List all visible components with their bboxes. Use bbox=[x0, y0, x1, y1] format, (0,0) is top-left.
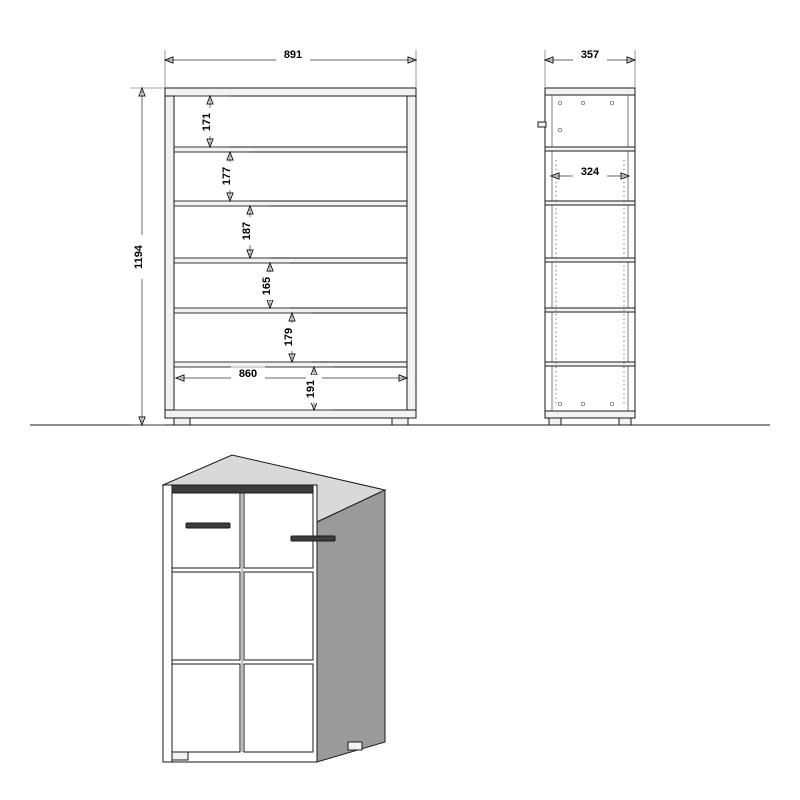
dim-357: 357 bbox=[580, 49, 600, 61]
front-left-panel bbox=[165, 88, 174, 418]
persp-door-2 bbox=[244, 492, 313, 568]
dim-191: 191 bbox=[305, 379, 317, 399]
side-elevation-view bbox=[538, 47, 635, 425]
dim-324: 324 bbox=[580, 166, 600, 178]
persp-door-6 bbox=[244, 664, 313, 752]
persp-door-3 bbox=[172, 572, 240, 660]
front-bottom-panel bbox=[165, 410, 416, 418]
persp-foot-left bbox=[172, 752, 188, 760]
side-foot-back bbox=[619, 418, 631, 425]
persp-foot-right bbox=[348, 742, 362, 750]
persp-door-4 bbox=[244, 572, 313, 660]
front-cabinet-outline bbox=[165, 88, 416, 418]
dim-165: 165 bbox=[261, 276, 273, 296]
dim-187: 187 bbox=[241, 221, 253, 241]
front-top-panel bbox=[165, 88, 416, 96]
perspective-view bbox=[163, 455, 385, 762]
side-hinge bbox=[538, 122, 546, 127]
persp-door-5 bbox=[172, 664, 240, 752]
side-bottom-panel bbox=[545, 411, 635, 418]
side-top-panel bbox=[545, 88, 635, 95]
front-right-panel bbox=[407, 88, 416, 418]
side-shelf-1 bbox=[545, 147, 635, 151]
front-shelf-3 bbox=[174, 258, 407, 263]
dim-177: 177 bbox=[221, 166, 233, 186]
dim-179: 179 bbox=[283, 327, 295, 347]
dim-1194: 1194 bbox=[133, 245, 145, 269]
side-foot-front bbox=[549, 418, 561, 425]
side-shelf-2 bbox=[545, 201, 635, 205]
persp-right-side bbox=[317, 490, 385, 762]
side-cabinet-outline bbox=[545, 88, 635, 418]
side-shelf-5 bbox=[545, 362, 635, 366]
persp-handle-right bbox=[291, 536, 335, 541]
dim-171: 171 bbox=[201, 112, 213, 132]
persp-door-1 bbox=[172, 492, 240, 568]
side-shelf-3 bbox=[545, 258, 635, 262]
front-foot-left bbox=[174, 418, 190, 425]
persp-top-shadow-strip bbox=[172, 485, 313, 493]
dim-891: 891 bbox=[283, 49, 303, 61]
front-shelf-1 bbox=[174, 147, 407, 152]
side-shelf-4 bbox=[545, 308, 635, 312]
front-shelf-4 bbox=[174, 308, 407, 313]
front-foot-right bbox=[392, 418, 408, 425]
persp-handle-left bbox=[186, 523, 230, 528]
front-elevation-view bbox=[30, 47, 770, 425]
persp-left-edge bbox=[163, 485, 172, 762]
dim-860: 860 bbox=[238, 368, 258, 380]
front-shelf-2 bbox=[174, 201, 407, 206]
front-shelf-5 bbox=[174, 362, 407, 367]
